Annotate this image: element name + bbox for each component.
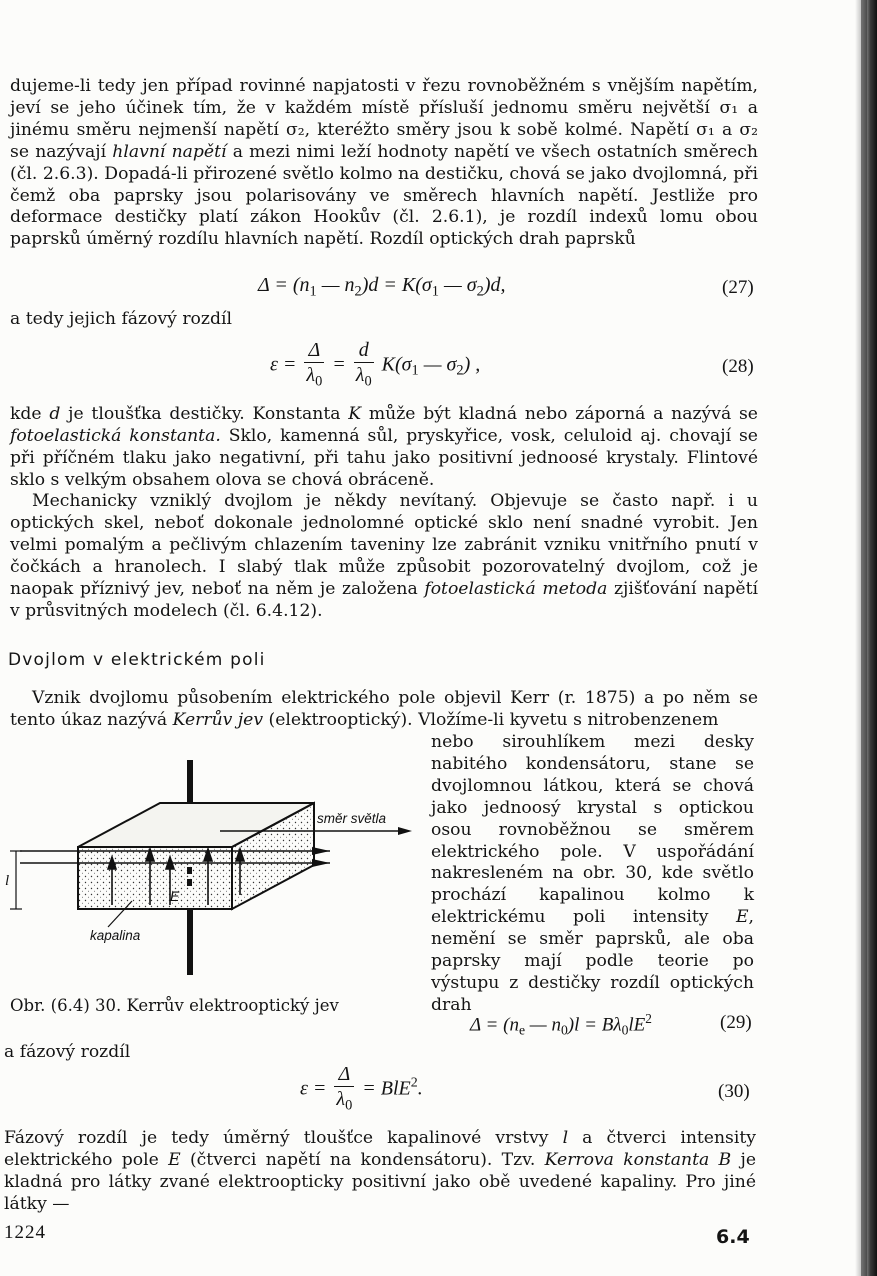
term-fotoelasticka-konstanta: fotoelastická konstanta. (10, 425, 221, 446)
paragraph-photoelastic-stress (10, 76, 758, 251)
equation-28: ε = $\frac{\Delta}{\lambda_0}$ = $\frac{d}{\lambda_0}$ $K(\sigma_1$ — $\sigma_2$) , (270, 339, 481, 390)
field-mark (187, 867, 192, 874)
arrow-head-icon (398, 827, 412, 835)
equation-number-27: (27) (722, 277, 754, 298)
label-smer-svetla: směr světla (317, 811, 387, 826)
term-hlavni-napeti: hlavní napětí (112, 141, 227, 162)
page-binding-shadow (861, 0, 867, 1276)
section-number: 6.4 (716, 1226, 750, 1248)
arrow-head-icon (312, 859, 330, 867)
label-kapalina: kapalina (90, 928, 141, 943)
equation-number-28: (28) (722, 356, 754, 377)
term-kerruv-jev: Kerrův jev (172, 709, 264, 730)
paragraph-kerr-intro: Vznik dvojlomu působením elektrického pole objevil Kerr (r. 1875) a po něm se tento úkaz nazývá Kerrův jev (elektrooptický). Vložíme-li kyvetu s nitrobenzenem (10, 688, 758, 730)
text-run: dujeme-li tedy jen případ rovinné napjatosti v řezu rovnoběžném s vnějším napětím, jeví se jeho účinek tím, že v každém místě přísluší jednomu směru největší σ₁ a jinému směru nejmenší napětí σ₂, kteréžto směry jsou k sobě kolmé. Napětí σ₁ a σ₂ se nazývají (10, 76, 758, 162)
figure-kerr-cell (0, 755, 420, 991)
equation-29: $\Delta = (n_e$ — $n_0)l = B\lambda_0lE^2$ (470, 1011, 652, 1038)
figure-caption: Obr. (6.4) 30. Kerrův elektrooptický jev (10, 996, 339, 1015)
equation-30: ε = $\frac{\Delta}{\lambda_0}$ = BlE$^2$. (300, 1063, 423, 1114)
paragraph-kerr-cell: nebo sirouhlíkem mezi desky nabitého kondensátoru, stane se dvojlomnou látkou, která se chová jako jednoosý krystal s optickou osou rovnoběžnou se směrem elektrického pole. V uspořádání nakresleném na obr. 30, kde světlo prochází kapalinou kolmo k elektrickému poli intensity E, nemění se směr paprsků, ale oba paprsky mají podle teorie po výstupu z destičky rozdíl optických drah (431, 732, 754, 1015)
paragraph-mechanical-birefringence: Mechanicky vzniklý dvojlom je někdy nevítaný. Objevuje se často např. i u optických skel, neboť dokonale jednolomné optické sklo není snadné vyrobit. Jen velmi pomalým a pečlivým chlazením taveniny lze zabránit vzniku vnitřního pnutí v čočkách a hranolech. I slabý tlak může způsobit pozorovatelný dvojlom, což je naopak příznivý jev, neboť na něm je založena fotoelastická metoda zjišťování napětí v průsvitných modelech (čl. 6.4.12). (10, 491, 758, 621)
text-run: a mezi nimi leží hodnoty napětí ve všech ostatních směrech (čl. 2.6.3). Dopadá-li přirozené světlo kolmo na destičku, chová se jako dvojlomná, při čemž oba paprsky jsou polarisovány ve směrech hlavních napětí. Jestliže pro deformace destičky platí zákon Hookův (čl. 2.6.1), je rozdíl indexů lomu obou paprsků úměrný rozdílu hlavních napětí. Rozdíl optických drah paprsků (10, 141, 758, 250)
paragraph-photoelastic-constant: kde d je tloušťka destičky. Konstanta K může být kladná nebo záporná a nazývá se fotoelastická konstanta. Sklo, kamenná sůl, pryskyřice, vosk, celuloid aj. chovají se při příčném tlaku jako negativní, při tahu jako positivní jednoosé krystaly. Flintové sklo s velkým obsahem olova se chová obráceně. (10, 404, 758, 490)
label-l: l (5, 873, 10, 889)
paragraph-phase-difference: a fázový rozdíl (4, 1042, 131, 1062)
equation-number-29: (29) (720, 1012, 752, 1033)
field-mark (187, 879, 192, 886)
arrow-head-icon (312, 847, 330, 855)
paragraph-phase-intro: a tedy jejich fázový rozdíl (10, 309, 232, 329)
label-e: E (170, 888, 180, 904)
electrode-bottom (187, 909, 193, 975)
paragraph-kerr-constant: Fázový rozdíl je tedy úměrný tloušťce kapalinové vrstvy l a čtverci intensity elektrického pole E (čtverci napětí na kondensátoru). Tzv. Kerrova konstanta B je kladná pro látky zvané elektroopticky positivní jako obě uvedené kapaliny. Pro jiné látky — (4, 1128, 756, 1214)
term-kerrova-konstanta: Kerrova konstanta B (544, 1149, 732, 1170)
kerr-diagram (0, 755, 420, 987)
term-fotoelasticka-metoda: fotoelastická metoda (424, 578, 608, 599)
page-number: 1224 (4, 1222, 46, 1243)
equation-number-30: (30) (718, 1081, 750, 1102)
section-heading: Dvojlom v elektrickém poli (8, 650, 266, 670)
equation-27: $\Delta = (n_1$ — $n_2)d = K(\sigma_1$ — $\sigma_2)d$, (258, 274, 506, 300)
